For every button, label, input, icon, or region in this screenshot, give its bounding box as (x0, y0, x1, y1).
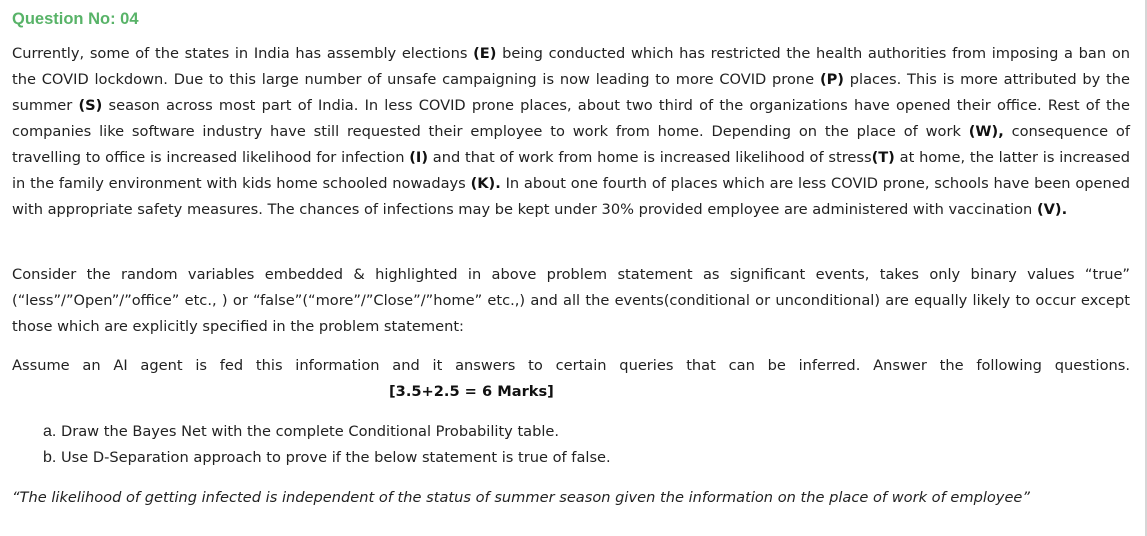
variable-p: (P) (819, 71, 844, 88)
text-segment: consequence of travelling to office is increased likelihood for infection (12, 123, 1130, 166)
text-segment: Currently, some of the states in India has assembly elections (12, 45, 474, 62)
question-label: a. (43, 423, 57, 440)
question-label: b. (43, 449, 57, 466)
variable-s: (S) (78, 97, 103, 114)
text-segment: places. This is more attributed by the summer (12, 71, 1131, 114)
question-item-b (43, 445, 611, 471)
variable-e: (E) (473, 45, 497, 62)
question-text: Use D-Separation approach to prove if the below statement is true of false. (56, 449, 611, 466)
assumptions-paragraph: Consider the random variables embedded & highlighted in above problem statement as significant events, takes only binary values “true” (“less”/”Open”/”office” etc., ) or “false”(“more”/”Close”/”home” etc.,) and all the events(conditional or unconditional) are equally likely to occur except those which are explicitly specified in the problem statement: (12, 266, 1130, 335)
problem-statement (12, 41, 1130, 223)
question-item-a (43, 419, 559, 445)
text-segment: In about one fourth of places which are less COVID prone, schools have been opened with appropriate safety measures. The chances of infections may be kept under 30% provided employee are administered with vaccination (12, 175, 1130, 218)
variable-i: (I) (409, 149, 429, 166)
statement-quote: “The likelihood of getting infected is independent of the status of summer season given the information on the place of work of employee” (12, 489, 1030, 506)
question-heading: Question No: 04 (12, 10, 139, 28)
marks-allocation: [3.5+2.5 = 6 Marks] (389, 383, 554, 400)
variable-k: (K). (470, 175, 501, 192)
text-segment: being conducted which has restricted the health authorities from imposing a ban on the COVID lockdown. Due to this large number of unsafe campaigning is now leading to more COVID prone (12, 45, 1130, 88)
variable-t: (T) (871, 149, 895, 166)
text-segment: season across most part of India. In less COVID prone places, about two third of the organizations have opened their office. Rest of the companies like software industry have still requested their employee to work from home. Depending on the place of work (12, 97, 1131, 140)
text-segment: and that of work from home is increased likelihood of stress (428, 149, 872, 166)
variable-w: (W), (968, 123, 1004, 140)
question-text: Draw the Bayes Net with the complete Conditional Probability table. (56, 423, 560, 440)
variable-v: (V). (1036, 201, 1068, 218)
instructions-paragraph: Assume an AI agent is fed this information and it answers to certain queries that can be inferred. Answer the following questions. (12, 357, 1130, 374)
text-segment: at home, the latter is increased in the family environment with kids home schooled nowadays (12, 149, 1130, 192)
